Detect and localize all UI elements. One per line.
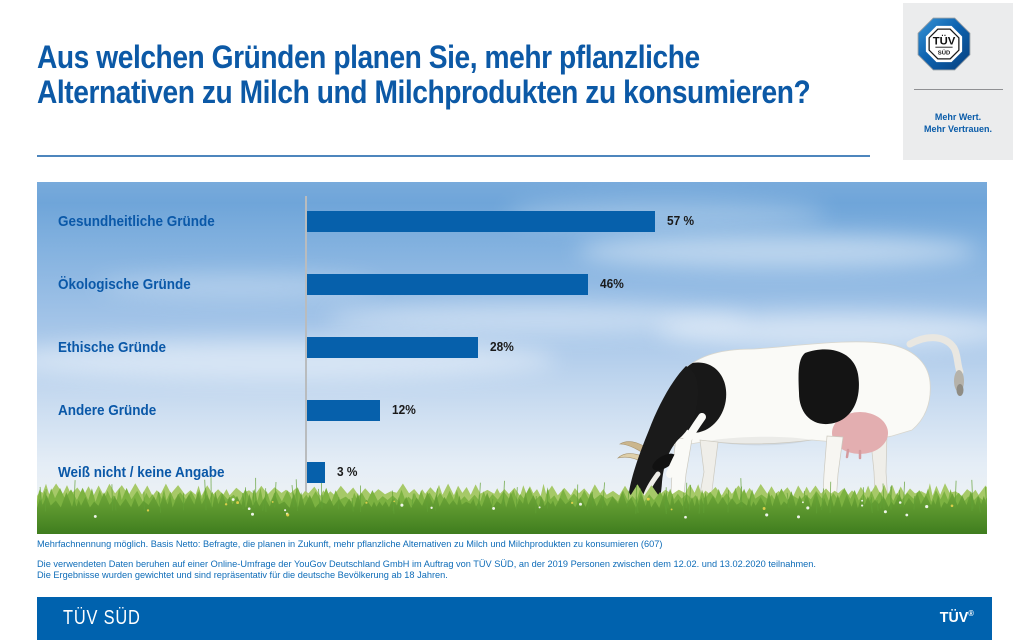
- logo-tagline: [903, 111, 1013, 135]
- footer-brand-text: TÜV SÜD: [63, 607, 141, 629]
- chart-area: [37, 182, 987, 534]
- chart-bar: [307, 337, 478, 358]
- page-title-line1: Aus welchen Gründen planen Sie, mehr pflanzliche: [37, 39, 700, 75]
- chart-bar: [307, 274, 588, 295]
- chart-category-label: Weiß nicht / keine Angabe: [58, 463, 225, 481]
- svg-text:TÜV: TÜV: [932, 35, 956, 48]
- chart-value-label: 28%: [490, 339, 514, 354]
- title-divider-rule: [37, 155, 870, 157]
- footer-tuv-wordmark: [940, 609, 974, 626]
- tuv-sud-logo-box: [903, 3, 1013, 160]
- chart-category-label: Ökologische Gründe: [58, 275, 191, 293]
- chart-value-label: 12%: [392, 402, 416, 417]
- chart-category-label: Gesundheitliche Gründe: [58, 212, 215, 230]
- chart-category-label: Andere Gründe: [58, 401, 157, 419]
- chart-rows: [37, 182, 987, 534]
- svg-text:SÜD: SÜD: [937, 50, 951, 57]
- chart-bar: [307, 400, 380, 421]
- footnote-line-3: Die Ergebnisse wurden gewichtet und sind repräsentativ für die deutsche Bevölkerung ab 18 Jahren.: [37, 570, 448, 581]
- footnotes: [37, 539, 957, 582]
- page-title-line2: Alternativen zu Milch und Milchprodukten zu konsumieren?: [37, 74, 811, 110]
- logo-tagline-line1: Mehr Wert.: [934, 112, 982, 122]
- footer-bar: [37, 597, 992, 640]
- footnote-line-1: Mehrfachnennung möglich. Basis Netto: Befragte, die planen in Zukunft, mehr pflanzliche Alternativen zu Milch und Milchprodukten zu konsumieren (607): [37, 539, 663, 550]
- chart-value-label: 46%: [600, 276, 624, 291]
- chart-value-label: 3 %: [337, 464, 358, 479]
- registered-mark: ®: [968, 609, 974, 618]
- logo-tagline-line2: Mehr Vertrauen.: [923, 124, 993, 134]
- tuv-sud-octagon-icon: [915, 15, 973, 73]
- footnote-line-2: Die verwendeten Daten beruhen auf einer Online-Umfrage der YouGov Deutschland GmbH im Auftrag von TÜV SÜD, an der 2019 Personen zwischen dem 12.02. und 13.02.2020 teilnahmen.: [37, 558, 816, 570]
- footer-tuv-text: TÜV: [939, 609, 969, 626]
- page-title: [37, 40, 810, 110]
- logo-divider: [914, 89, 1003, 90]
- chart-bar: [307, 211, 655, 232]
- chart-value-label: 57 %: [667, 213, 695, 228]
- chart-category-label: Ethische Gründe: [58, 338, 167, 356]
- chart-bar: [307, 462, 325, 483]
